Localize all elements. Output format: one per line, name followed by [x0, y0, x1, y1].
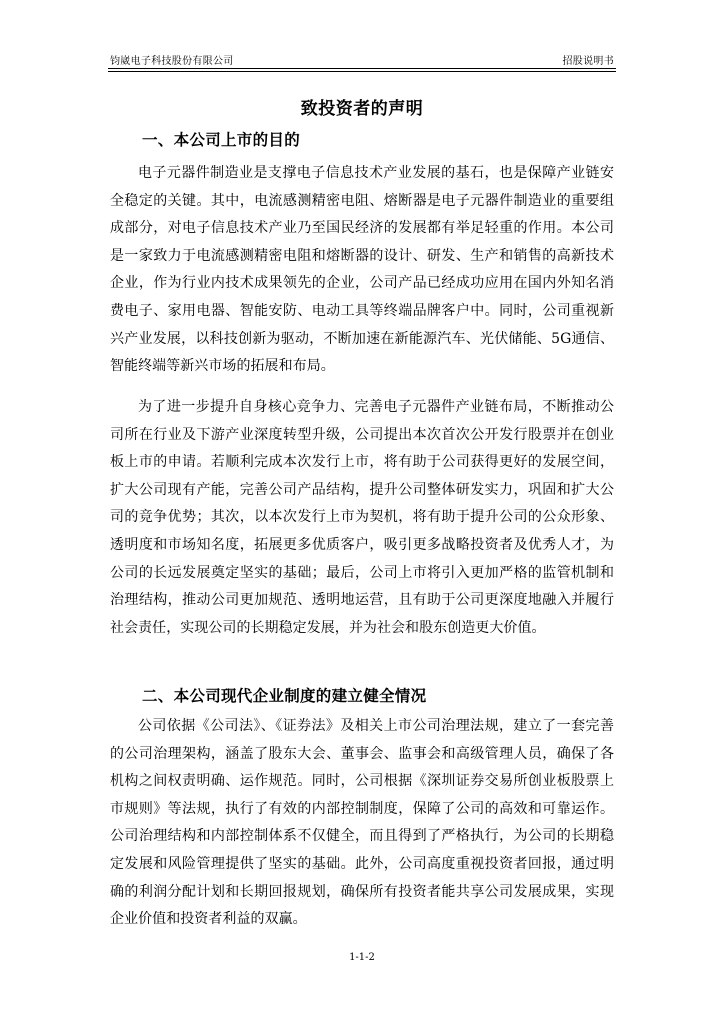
- header-document-type: 招股说明书: [562, 56, 614, 67]
- page-number: 1-1-2: [349, 952, 375, 963]
- paragraph-purpose-2: 为了进一步提升自身核心竞争力、完善电子元器件产业链布局，不断推动公司所在行业及下游产业深度转型升级，公司提出本次首次公开发行股票并在创业板上市的申请。若顺利完成本次发行上市，将有助于公司获得更好的发展空间，扩大公司现有产能，完善公司产品结构，提升公司整体研发实力，巩固和扩大公司的竞争优势；其次，以本次发行上市为契机，将有助于提升公司的公众形象、透明度和市场知名度，拓展更多优质客户，吸引更多战略投资者及优秀人才，为公司的长远发展奠定坚实的基础；最后，公司上市将引入更加严格的监管机制和治理结构，推动公司更加规范、透明地运营，且有助于公司更深度地融入并履行社会责任，实现公司的长期稳定发展，并为社会和股东创造更大价值。: [110, 399, 614, 636]
- header-company-name: 钧崴电子科技股份有限公司: [110, 56, 234, 67]
- paragraph-governance-1: 公司依据《公司法》、《证券法》及相关上市公司治理法规，建立了一套完善的公司治理架构，涵盖了股东大会、董事会、监事会和高级管理人员，确保了各机构之间权责明确、运作规范。同时，公司根据《深圳证券交易所创业板股票上市规则》等法规，执行了有效的内部控制制度，保障了公司的高效和可靠运作。公司治理结构和内部控制体系不仅健全，而且得到了严格执行，为公司的长期稳定发展和风险管理提供了坚实的基础。此外，公司高度重视投资者回报，通过明确的利润分配计划和长期回报规划，确保所有投资者能共享公司发展成果，实现企业价值和投资者利益的双赢。: [110, 718, 614, 928]
- section-heading-purpose: 一、本公司上市的目的: [142, 131, 301, 149]
- header-rule: [108, 68, 616, 69]
- paragraph-purpose-1: 电子元器件制造业是支撑电子信息技术产业发展的基石，也是保障产业链安全稳定的关键。其中，电流感测精密电阻、熔断器是电子元器件制造业的重要组成部分，对电子信息技术产业乃至国民经济的发展都有举足轻重的作用。本公司是一家致力于电流感测精密电阻和熔断器的设计、研发、生产和销售的高新技术企业，作为行业内技术成果领先的企业，公司产品已经成功应用在国内外知名消费电子、家用电器、智能安防、电动工具等终端品牌客户中。同时，公司重视新兴产业发展，以科技创新为驱动，不断加速在新能源汽车、光伏储能、5G通信、智能终端等新兴市场的拓展和布局。: [110, 165, 614, 375]
- header-rule-thin: [108, 71, 616, 72]
- section-heading-governance: 二、本公司现代企业制度的建立健全情况: [142, 687, 427, 705]
- page-title: 致投资者的声明: [300, 99, 424, 119]
- page-header: [110, 49, 614, 67]
